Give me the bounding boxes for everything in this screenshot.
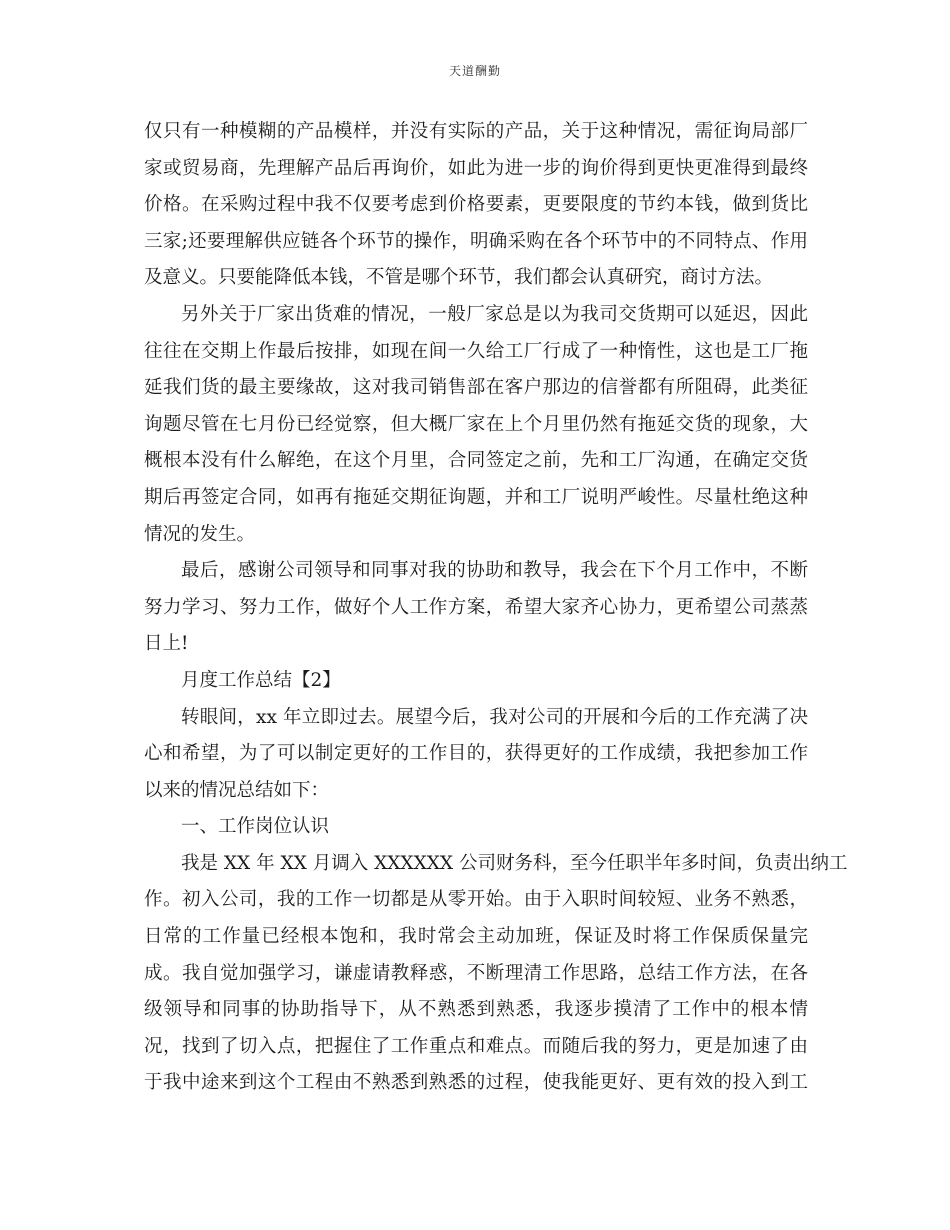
text-line: 概根本没有什么解绝，在这个月里，合同签定之前，先和工厂沟通，在确定交货 (144, 450, 808, 472)
body-text (144, 114, 848, 1102)
text-line: 心和希望，为了可以制定更好的工作目的，获得更好的工作成绩，我把参加工作 (144, 743, 808, 765)
text-line: 况，找到了切入点，把握住了工作重点和难点。而随后我的努力，更是加速了由 (144, 1035, 808, 1057)
text-line: 询题尽管在七月份已经觉察，但大概厂家在上个月里仍然有拖延交货的现象，大 (144, 413, 808, 435)
text-line: 往往在交期上作最后按排，如现在间一久给工厂行成了一种惰性，这也是工厂拖 (144, 340, 808, 362)
text-line: 价格。在采购过程中我不仅要考虑到价格要素，更要限度的节约本钱，做到货比 (144, 194, 808, 216)
text-line: 及意义。只要能降低本钱，不管是哪个环节，我们都会认真研究，商讨方法。 (144, 267, 774, 289)
text-line: 最后，感谢公司领导和同事对我的协助和教导，我会在下个月工作中，不断 (181, 560, 808, 582)
text-line: 转眼间，xx 年立即过去。展望今后，我对公司的开展和今后的工作充满了决 (181, 706, 808, 728)
text-line: 于我中途来到这个工程由不熟悉到熟悉的过程，使我能更好、更有效的投入到工 (144, 1072, 808, 1094)
text-line: 期后再签定合同，如再有拖延交期征询题，并和工厂说明严峻性。尽量杜绝这种 (144, 486, 808, 508)
text-line: 月度工作总结【2】 (181, 669, 341, 691)
text-line: 以来的情况总结如下： (144, 779, 330, 801)
text-line: 情况的发生。 (144, 523, 256, 545)
text-line: 延我们货的最主要缘故，这对我司销售部在客户那边的信誉都有所阻碍，此类征 (144, 377, 808, 399)
text-line: 一、工作岗位认识 (181, 816, 330, 838)
text-line: 我是 XX 年 XX 月调入 XXXXXX 公司财务科，至今任职半年多时间，负责出纳工 (181, 852, 848, 874)
text-line: 级领导和同事的协助指导下，从不熟悉到熟悉，我逐步摸清了工作中的根本情 (144, 999, 808, 1021)
page-header: 天道酬勤 (448, 64, 501, 78)
text-line: 家或贸易商，先理解产品后再询价，如此为进一步的询价得到更快更准得到最终 (144, 157, 808, 179)
text-line: 成。我自觉加强学习，谦虚请教释惑，不断理清工作思路，总结工作方法，在各 (144, 962, 808, 984)
text-line: 三家;还要理解供应链各个环节的操作，明确采购在各个环节中的不同特点、作用 (144, 230, 808, 252)
text-line: 作。初入公司，我的工作一切都是从零开始。由于入职时间较短、业务不熟悉， (144, 889, 808, 911)
text-line: 日常的工作量已经根本饱和，我时常会主动加班，保证及时将工作保质保量完 (144, 926, 808, 948)
text-line: 日上! (144, 633, 189, 655)
text-line: 另外关于厂家出货难的情况，一般厂家总是以为我司交货期可以延迟，因此 (181, 303, 808, 325)
text-line: 努力学习、努力工作，做好个人工作方案，希望大家齐心协力，更希望公司蒸蒸 (144, 596, 808, 618)
text-line: 仅只有一种模糊的产品模样，并没有实际的产品，关于这种情况，需征询局部厂 (144, 121, 808, 142)
